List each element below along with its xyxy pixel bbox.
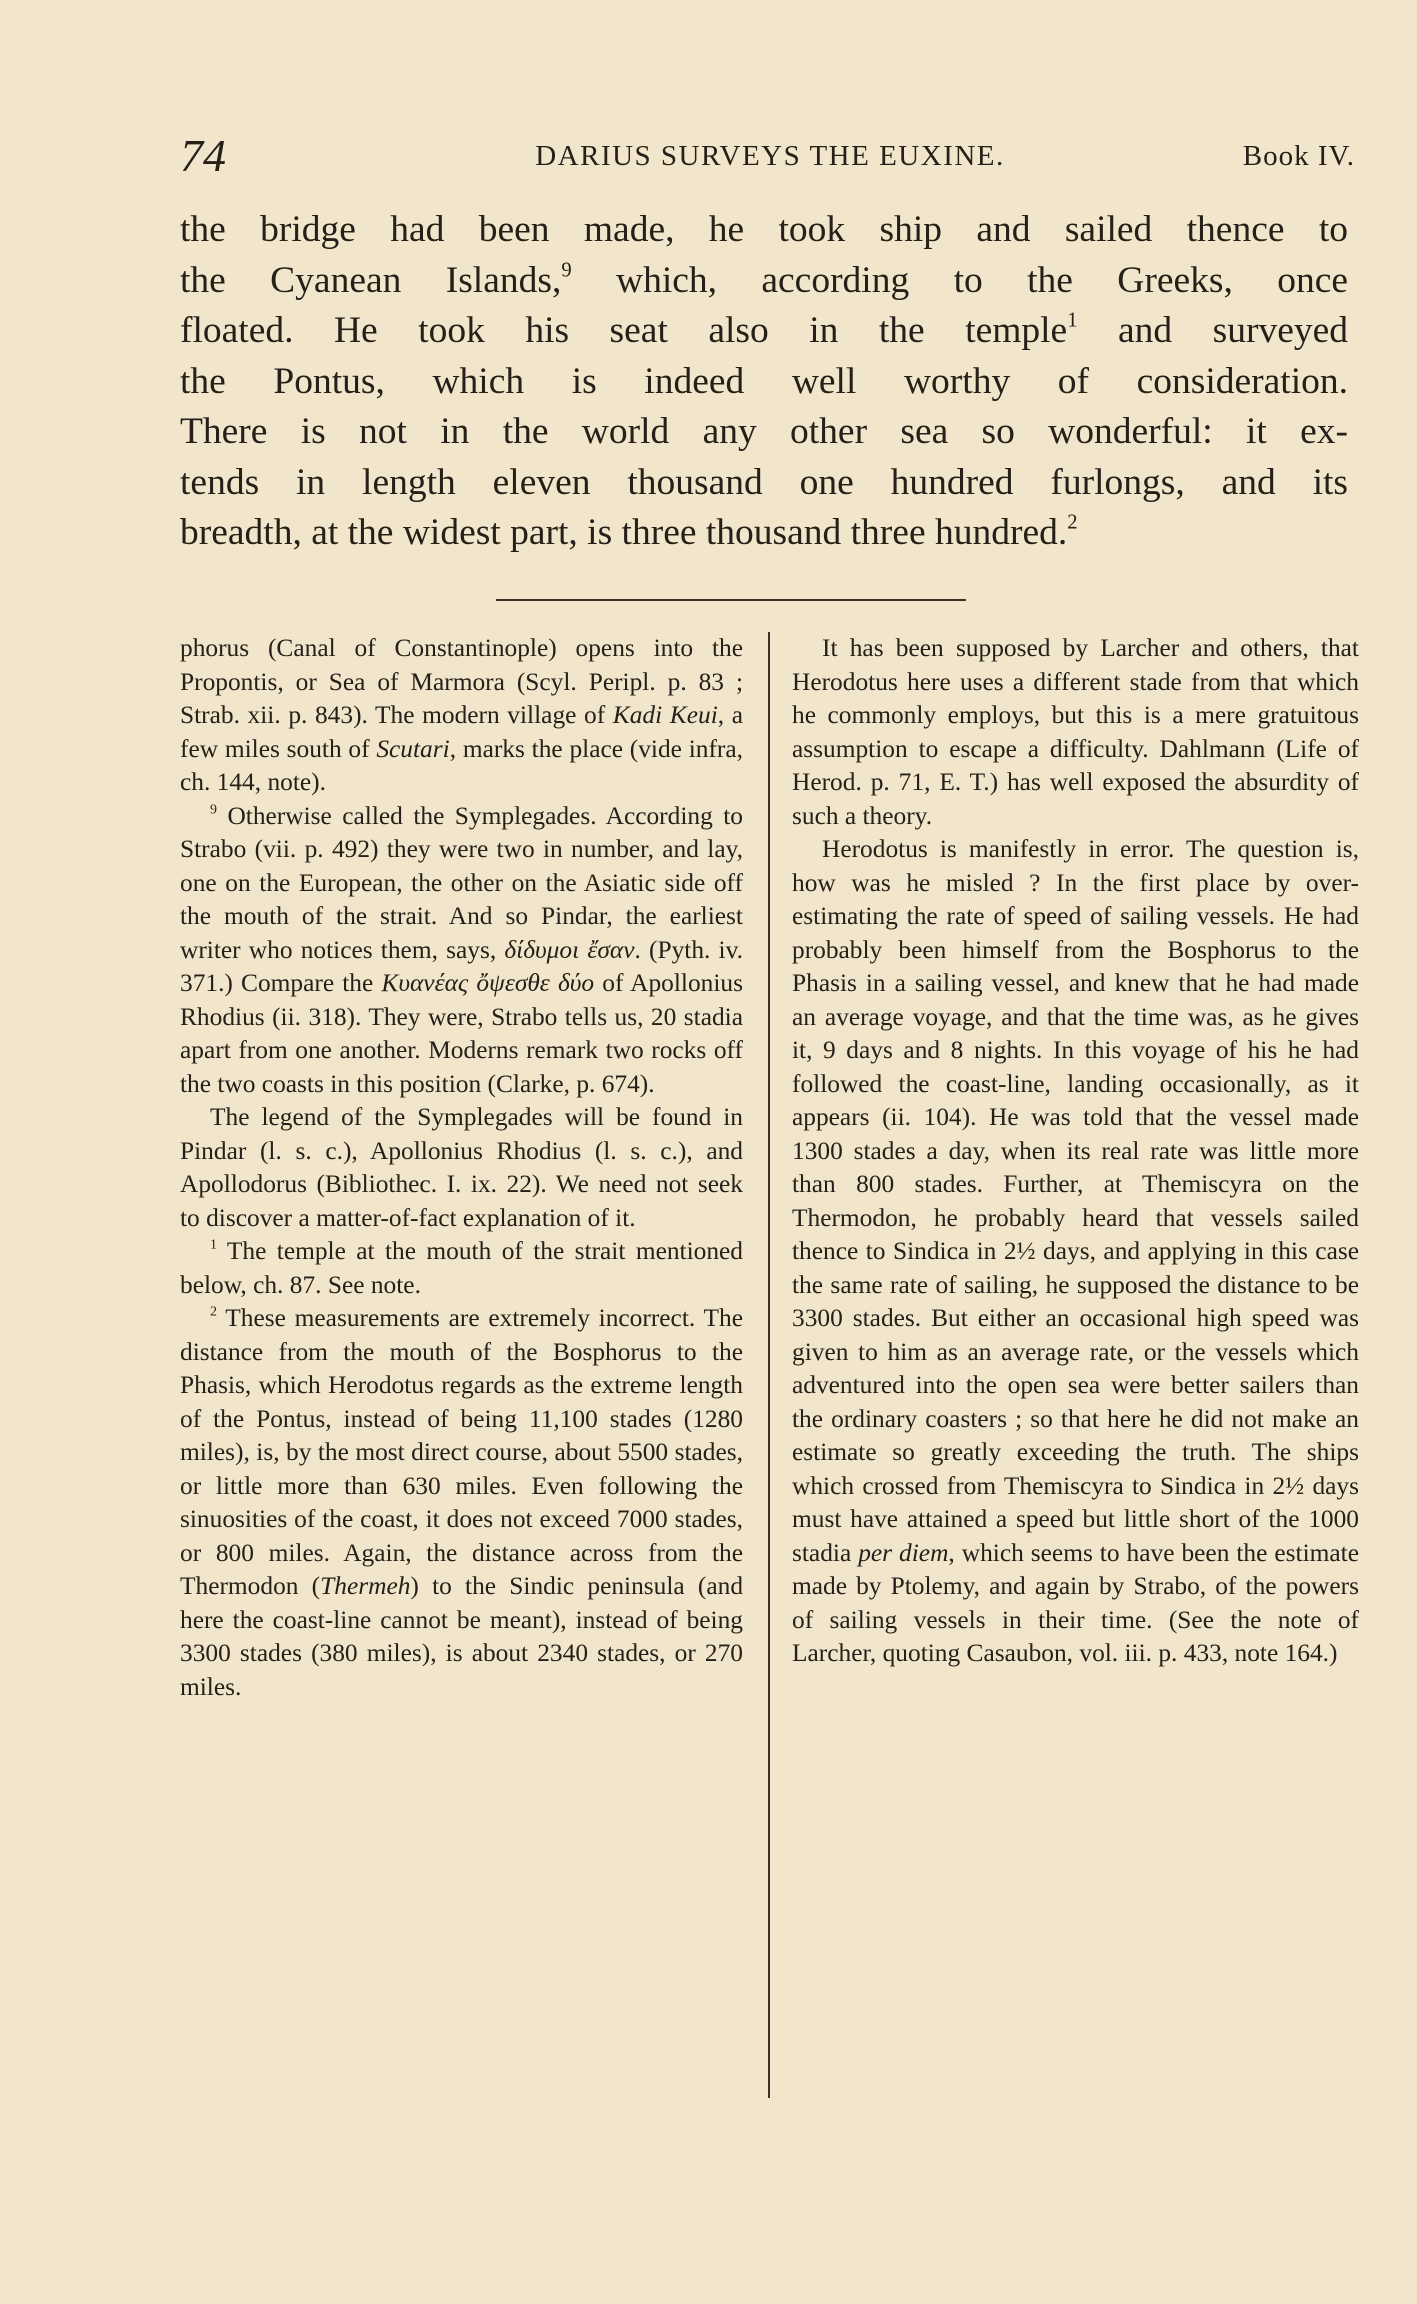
body-line: floated. He took his seat also in the temple$^1$ and surveyed (180, 309, 1349, 351)
footnote-2-analysis: Herodotus is manifestly in error. The question is, how was he misled ? In the first place by over-estimating the rate of speed of sailing vessels. He had probably been himself from the Bosphorus to the Phasis in a sailing vessel, and knew that he had made an average voyage, and that the time was, as he gives it, 9 days and 8 nights. In this voyage of his he had followed the coast-line, landing occasionally, as it appears (ii. 104). He was told that the vessel made 1300 stades a day, when its real rate was little more than 800 stades. Further, at Themiscyra on the Thermodon, he probably heard that vessels sailed thence to Sindica in 2½ days, and applying in this case the same rate of sailing, he supposed the distance to be 3300 stades. But either an occasional high speed was given to him as an average rate, or the vessels which adventured into the open sea were better sailers than the ordinary coasters ; so that here he did not make an estimate so greatly exceeding the truth. The ships which crossed from Themiscyra to Sindica in 2½ days must have attained a speed but little short of the 1000 stadia per diem, which seems to have been the estimate made by Ptolemy, and again by Strabo, of the powers of sailing vessels in their time. (See the note of Larcher, quoting Casaubon, vol. iii. p. 433, note 164.) (792, 835, 1359, 1667)
body-line: There is not in the world any other sea so wonderful: it ex- (180, 411, 1348, 452)
main-body-text (180, 205, 1348, 559)
footnote-9: $^9$ Otherwise called the Symplegades. According to Strabo (vii. p. 492) they were two in number, and lay, one on the European, the other on the Asiatic side off the mouth of the strait. And so Pindar, the earliest writer who notices them, says, δίδυμοι ἔσαν. (Pyth. iv. 371.) Compare the Κυανέας ὄψεσθε δύο of Apollonius Rhodius (ii. 318). They were, Strabo tells us, 20 stadia apart from one another. Moderns remark two rocks off the two coasts in this position (Clarke, p. 674). (180, 801, 744, 1098)
book-label: Book IV. (1242, 140, 1355, 172)
body-line: tends in length eleven thousand one hundred furlongs, and its (180, 461, 1348, 503)
footnote-ref: 9 (561, 259, 572, 282)
footnote-ref: 2 (1067, 511, 1078, 534)
footnote-1: $^1$ The temple at the mouth of the strait mentioned below, ch. 87. See note. (180, 1237, 743, 1299)
footnote-2: $^2$ These measurements are extremely incorrect. The distance from the mouth of the Bosphorus to the Phasis, which Herodotus regards as the extreme length of the Pontus, instead of being 11,100 stades (1280 miles), is, by the most direct course, about 5500 stades, or little more than 630 miles. Even following the sinuosities of the coast, it does not exceed 7000 stades, or 800 miles. Again, the distance across from the Thermodon (Thermeh) to the Sindic peninsula (and here the coast-line cannot be meant), instead of being 3300 stades (380 miles), is about 2340 stades, or 270 miles. (180, 1304, 744, 1701)
footnote-ref: 1 (1067, 309, 1078, 332)
footnote-2-continued: It has been supposed by Larcher and others, that Herodotus here uses a different stade from that which he commonly employs, but this is a mere gratuitous assumption to escape a difficulty. Dahlmann (Life of Herod. p. 71, E. T.) has well exposed the absurdity of such a theory. (792, 634, 1359, 830)
footnote-9-continued: The legend of the Symplegades will be found in Pindar (l. s. c.), Apollonius Rhodius (l. s. c.), and Apollodorus (Bibliothec. I. ix. 22). We need not seek to discover a matter-of-fact explanation of it. (180, 1103, 743, 1232)
page-number: 74 (180, 130, 226, 181)
footnotes-left-column (180, 632, 743, 1704)
column-divider (768, 632, 770, 2098)
footnotes-right-column (792, 632, 1359, 1671)
body-line: breadth, at the widest part, is three thousand three hundred.$^2$ (180, 511, 1078, 553)
body-line: the bridge had been made, he took ship and sailed thence to (180, 209, 1348, 250)
body-line: the Cyanean Islands,$^9$ which, according to the Greeks, once (180, 259, 1348, 301)
running-title: DARIUS SURVEYS THE EUXINE. (535, 140, 1005, 172)
body-line: the Pontus, which is indeed well worthy of consideration. (180, 360, 1348, 402)
page-header (180, 126, 1355, 186)
section-divider (496, 599, 966, 601)
footnote-continuation: phorus (Canal of Constantinople) opens into the Propontis, or Sea of Marmora (Scyl. Peripl. p. 83 ; Strab. xii. p. 843). The modern village of Kadi Keui, a few miles south of Scutari, marks the place (vide infra, ch. 144, note). (180, 634, 743, 796)
